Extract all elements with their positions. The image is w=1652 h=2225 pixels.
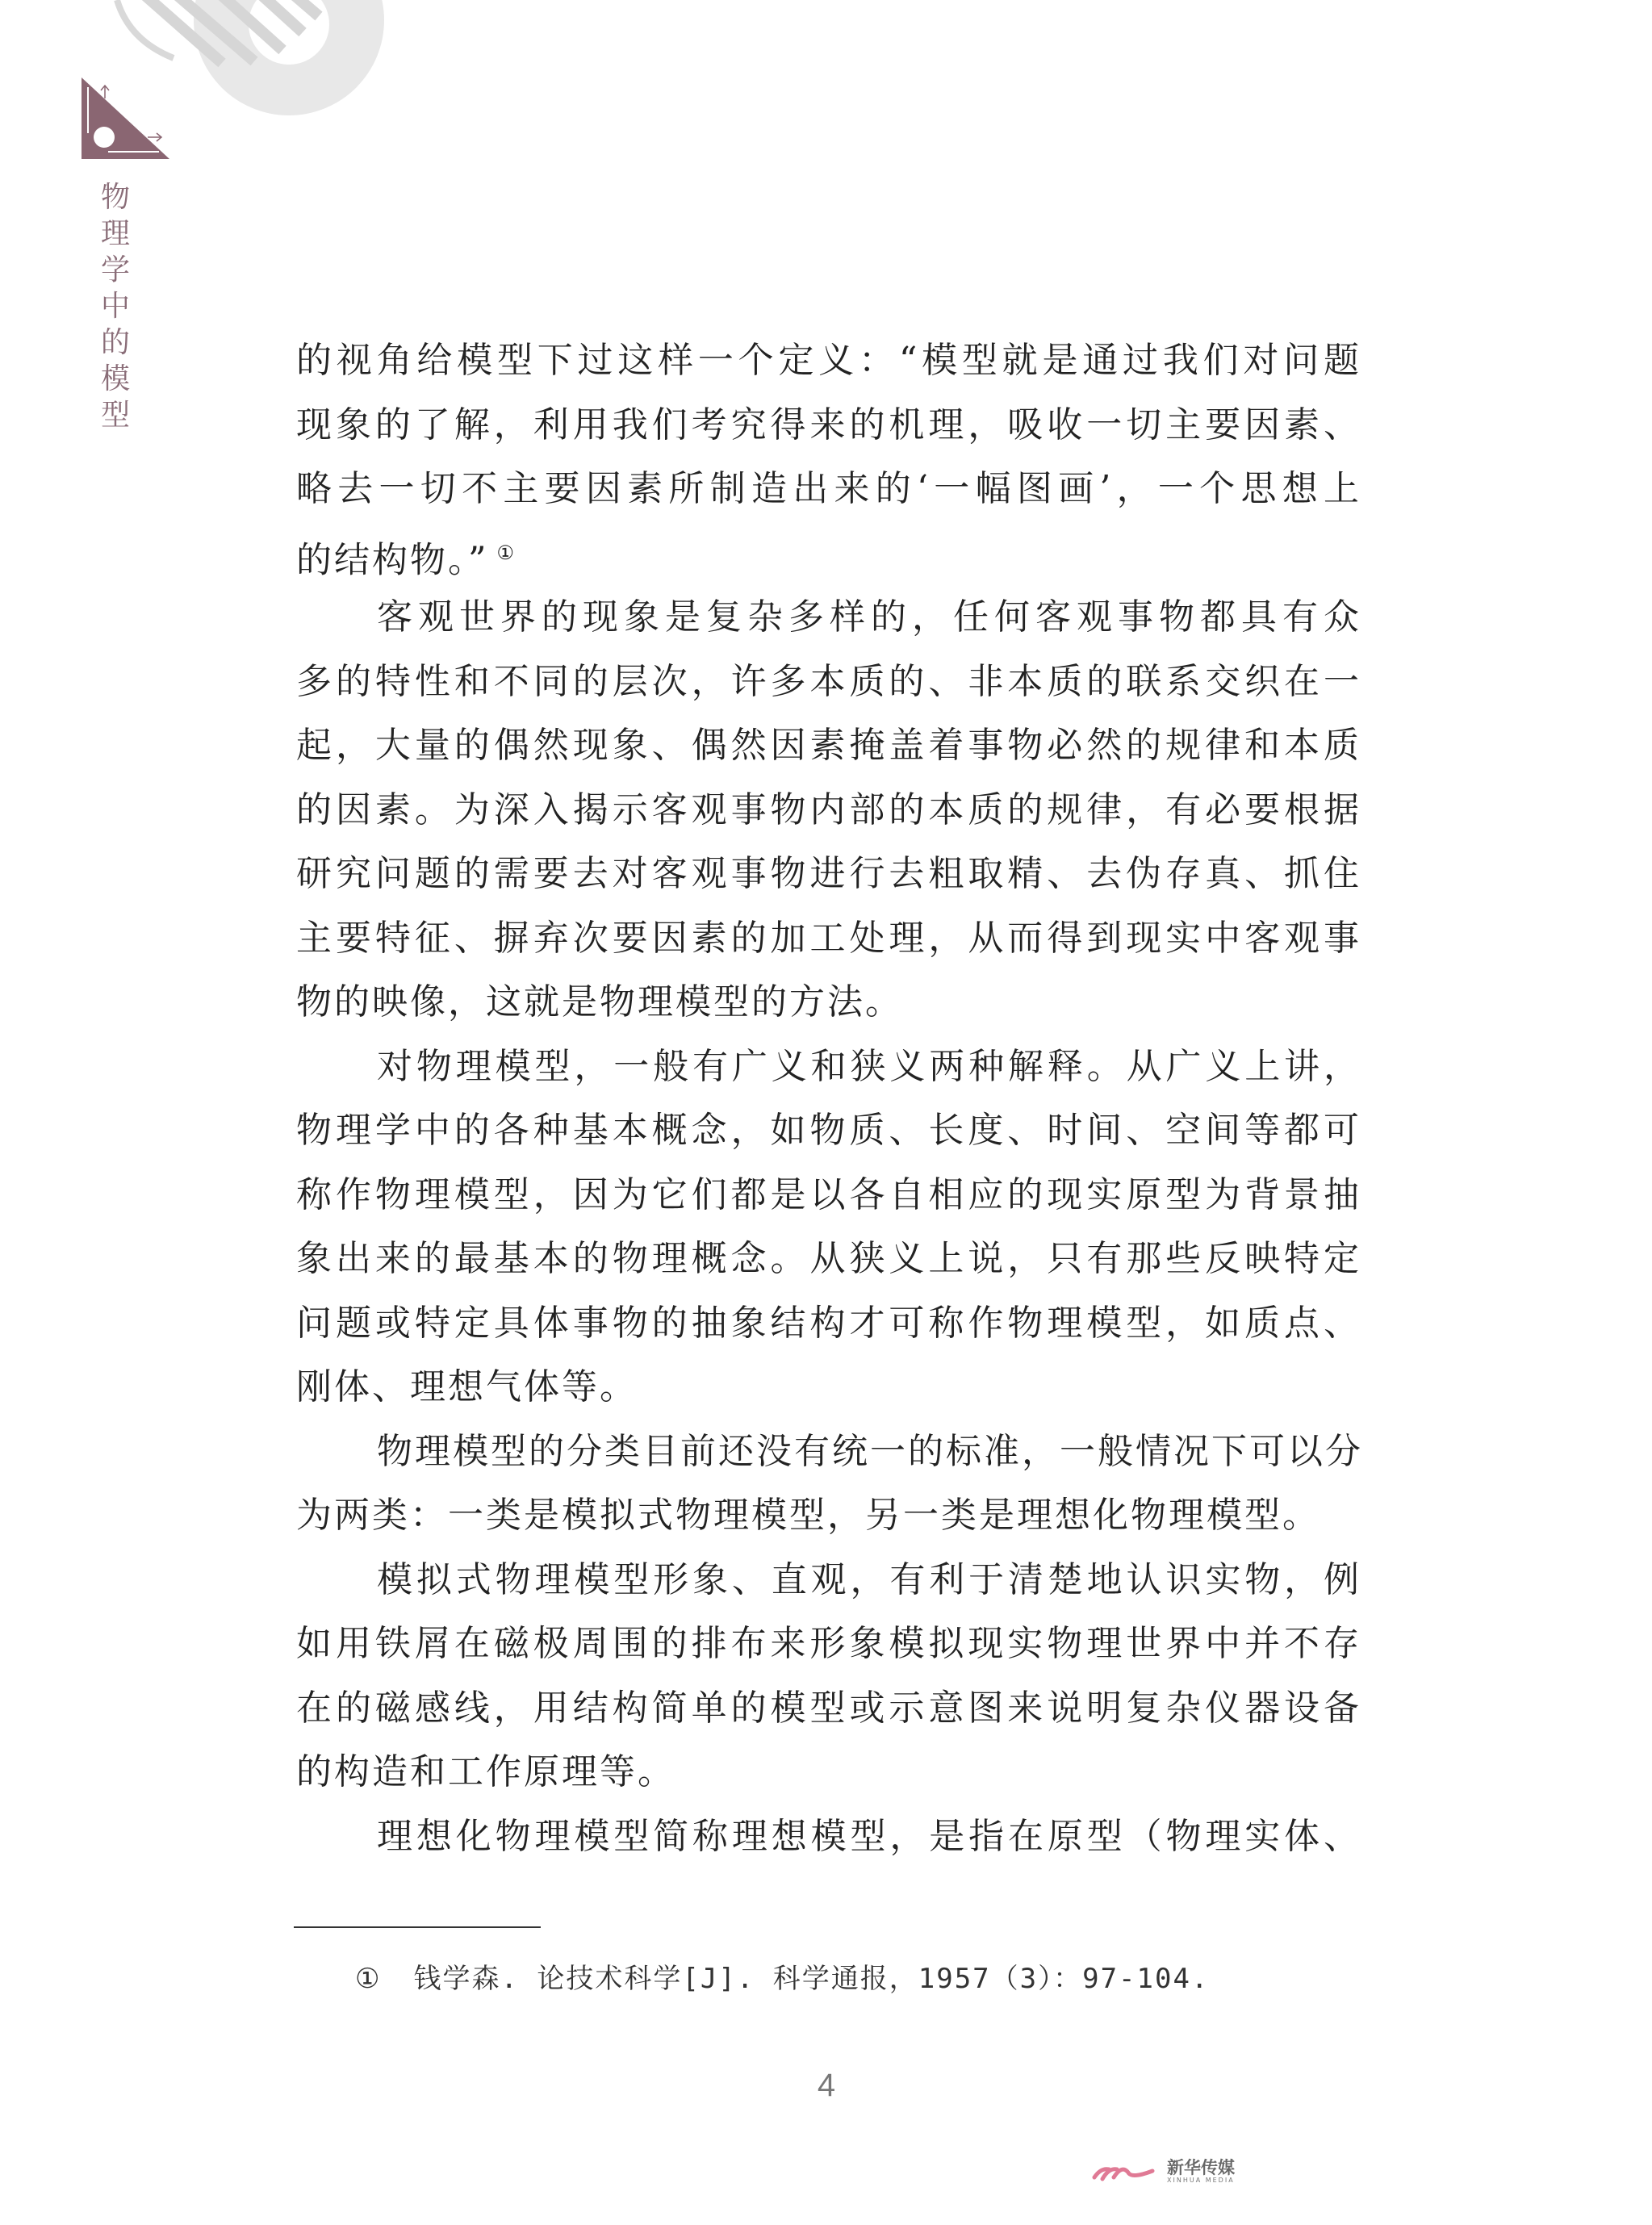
text-line-content: 物的映像，这就是物理模型的方法。 (296, 981, 903, 1023)
text-line (296, 906, 1361, 971)
footnote-reference[interactable]: ① (496, 541, 517, 564)
text-line (296, 521, 1361, 586)
xinhua-media-logo-icon (1091, 2161, 1156, 2182)
text-line-content: 的视角给模型下过这样一个定义：“模型就是通过我们对问题 (296, 340, 1361, 381)
text-line-content: 客观世界的现象是复杂多样的，任何客观事物都具有众 (377, 596, 1361, 638)
text-line (296, 1805, 1361, 1869)
text-line-content: 模拟式物理模型形象、直观，有利于清楚地认识实物，例 (377, 1558, 1361, 1600)
running-title-char: 模 (100, 362, 130, 395)
text-line-content: 称作物理模型，因为它们都是以各自相应的现实原型为背景抽 (296, 1173, 1361, 1215)
text-line-content: 现象的了解，利用我们考究得来的机理，吸收一切主要因素、 (296, 404, 1361, 445)
text-line-content: 理想化物理模型简称理想模型，是指在原型（物理实体、 (377, 1815, 1361, 1857)
text-line-content: 象出来的最基本的物理概念。从狭义上说，只有那些反映特定 (296, 1238, 1361, 1279)
running-title-char: 的 (100, 326, 130, 359)
text-line (296, 1740, 1361, 1805)
footnote-text: 钱学森. 论技术科学[J]. 科学通报，1957（3）：97-104. (413, 1963, 1210, 1995)
running-title-char: 物 (100, 181, 130, 214)
text-line (296, 328, 1361, 393)
text-line (296, 650, 1361, 714)
text-line-content: 对物理模型，一般有广义和狭义两种解释。从广义上讲， (377, 1045, 1361, 1087)
logo-name-cn: 新华传媒 (1167, 2158, 1235, 2177)
text-line (296, 970, 1361, 1035)
text-line (296, 1098, 1361, 1163)
footnote-separator (294, 1926, 541, 1928)
text-line (296, 1612, 1361, 1676)
text-line (296, 1676, 1361, 1741)
footnote-mark: ① (355, 1963, 382, 1995)
running-title-char: 学 (100, 253, 130, 286)
text-line (296, 842, 1361, 906)
text-line (296, 393, 1361, 458)
text-line-content: 的结构物。” (296, 539, 489, 581)
text-line-content: 问题或特定具体事物的抽象结构才可称作物理模型，如质点、 (296, 1302, 1361, 1344)
text-line-content: 如用铁屑在磁极周围的排布来形象模拟现实物理世界中并不存 (296, 1623, 1361, 1664)
text-line-content: 多的特性和不同的层次，许多本质的、非本质的联系交织在一 (296, 660, 1361, 702)
text-line-content: 物理学中的各种基本概念，如物质、长度、时间、空间等都可 (296, 1110, 1361, 1151)
text-line (296, 1548, 1361, 1612)
running-title-char: 中 (100, 290, 130, 323)
text-line (296, 1483, 1361, 1548)
text-line (296, 585, 1361, 650)
triangle-ruler-icon (82, 77, 169, 159)
text-line-content: 主要特征、摒弃次要因素的加工处理，从而得到现实中客观事 (296, 917, 1361, 959)
footnote (355, 1956, 1209, 1996)
text-line-content: 的构造和工作原理等。 (296, 1751, 675, 1792)
text-line (296, 713, 1361, 778)
text-line (296, 1420, 1361, 1484)
text-line-content: 为两类：一类是模拟式物理模型，另一类是理想化物理模型。 (296, 1495, 1320, 1536)
text-line (296, 457, 1361, 521)
text-line (296, 1035, 1361, 1099)
logo-name-en: XINHUA MEDIA (1167, 2177, 1235, 2184)
running-title-char: 理 (100, 217, 130, 250)
running-title-char: 型 (100, 399, 130, 432)
running-title (95, 179, 136, 433)
text-line (296, 1291, 1361, 1356)
text-line-content: 物理模型的分类目前还没有统一的标准，一般情况下可以分 (377, 1430, 1363, 1472)
text-line-content: 略去一切不主要因素所制造出来的‘一幅图画’，一个思想上 (296, 468, 1361, 509)
text-line-content: 的因素。为深入揭示客观事物内部的本质的规律，有必要根据 (296, 788, 1361, 830)
page-number: 4 (817, 2068, 836, 2103)
text-line (296, 1163, 1361, 1228)
body-text (296, 328, 1361, 1868)
publisher-logo (1091, 2159, 1235, 2184)
text-line (296, 778, 1361, 843)
text-line (296, 1355, 1361, 1420)
text-line-content: 在的磁感线，用结构简单的模型或示意图来说明复杂仪器设备 (296, 1687, 1361, 1729)
text-line-content: 刚体、理想气体等。 (296, 1366, 638, 1407)
text-line (296, 1227, 1361, 1291)
text-line-content: 起，大量的偶然现象、偶然因素掩盖着事物必然的规律和本质 (296, 725, 1361, 766)
decorative-header-graphic (0, 0, 420, 186)
text-line-content: 研究问题的需要去对客观事物进行去粗取精、去伪存真、抓住 (296, 853, 1361, 894)
